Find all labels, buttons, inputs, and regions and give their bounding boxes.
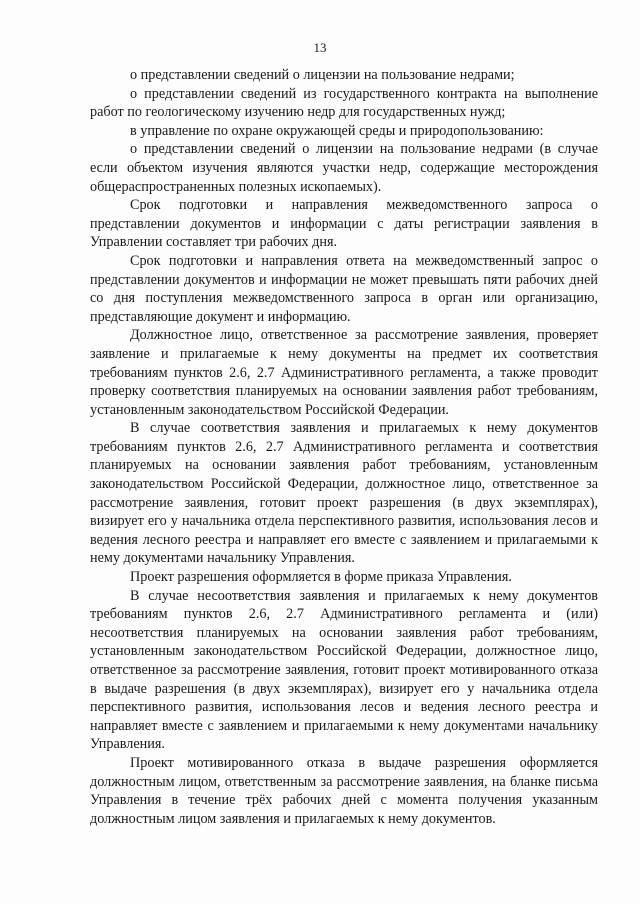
paragraph: Проект разрешения оформляется в форме приказа Управления. — [130, 569, 512, 586]
paragraph: о представлении сведений из государственного контракта на выполнение работ по геологическому изучению недр для государственных нужд; — [90, 85, 598, 121]
paragraph: Срок подготовки и направления ответа на межведомственный запрос о представлении документов и информации не может превышать пяти рабочих дней со дня поступления межведомственного запроса в орган или организацию, представляющие документ и информацию. — [90, 252, 598, 325]
paragraph: Срок подготовки и направления межведомственного запроса о представлении документов и информации с даты регистрации заявления в Управлении составляет три рабочих дня. — [90, 197, 598, 251]
paragraph: В случае соответствия заявления и прилагаемых к нему документов требованиям пунктов 2.6, 2.7 Административного регламента и соответствия планируемых на основании заявления работ требованиям, установленным законодательством Российской Федерации, должностное лицо, ответственное за рассмотрение заявления, готовит проект разрешения (в двух экземплярах), визирует его у начальника отдела перспективного развития, использования лесов и ведения лесного реестра и направляет его вместе с заявлением и прилагаемыми к нему документами начальнику Управления. — [90, 420, 598, 567]
paragraph: Должностное лицо, ответственное за рассмотрение заявления, проверяет заявление и прилагаемые к нему документы на предмет их соответствия требованиям пунктов 2.6, 2.7 Административного регламента, а также проводит проверку соответствия планируемых на основании заявления работ требованиям, установленным законодательством Российской Федерации. — [90, 327, 598, 418]
paragraph: В случае несоответствия заявления и прилагаемых к нему документов требованиям пунктов 2.6, 2.7 Административного регламента и (или) несоответствия планируемых на основании заявления работ требованиям, установленным законодательством Российской Федерации, должностное лицо, ответственное за рассмотрение заявления, готовит проект мотивированного отказа в выдаче разрешения (в двух экземплярах), визирует его у начальника отдела перспективного развития, использования лесов и ведения лесного реестра и направляет вместе с заявлением и прилагаемыми к нему документами начальнику Управления. — [90, 587, 598, 753]
document-body — [90, 66, 598, 828]
page-number: 13 — [313, 40, 327, 55]
paragraph: Проект мотивированного отказа в выдаче разрешения оформляется должностным лицом, ответственным за рассмотрение заявления, на бланке письма Управления в течение трёх рабочих дней с момента получения указанным должностным лицом заявления и прилагаемых к нему документов. — [90, 754, 598, 827]
paragraph: в управление по охране окружающей среды и природопользованию: — [130, 122, 544, 139]
paragraph: о представлении сведений о лицензии на пользование недрами (в случае если объектом изучения являются участки недр, содержащие месторождения общераспространенных полезных ископаемых). — [90, 141, 598, 195]
paragraph: о представлении сведений о лицензии на пользование недрами; — [130, 67, 515, 83]
